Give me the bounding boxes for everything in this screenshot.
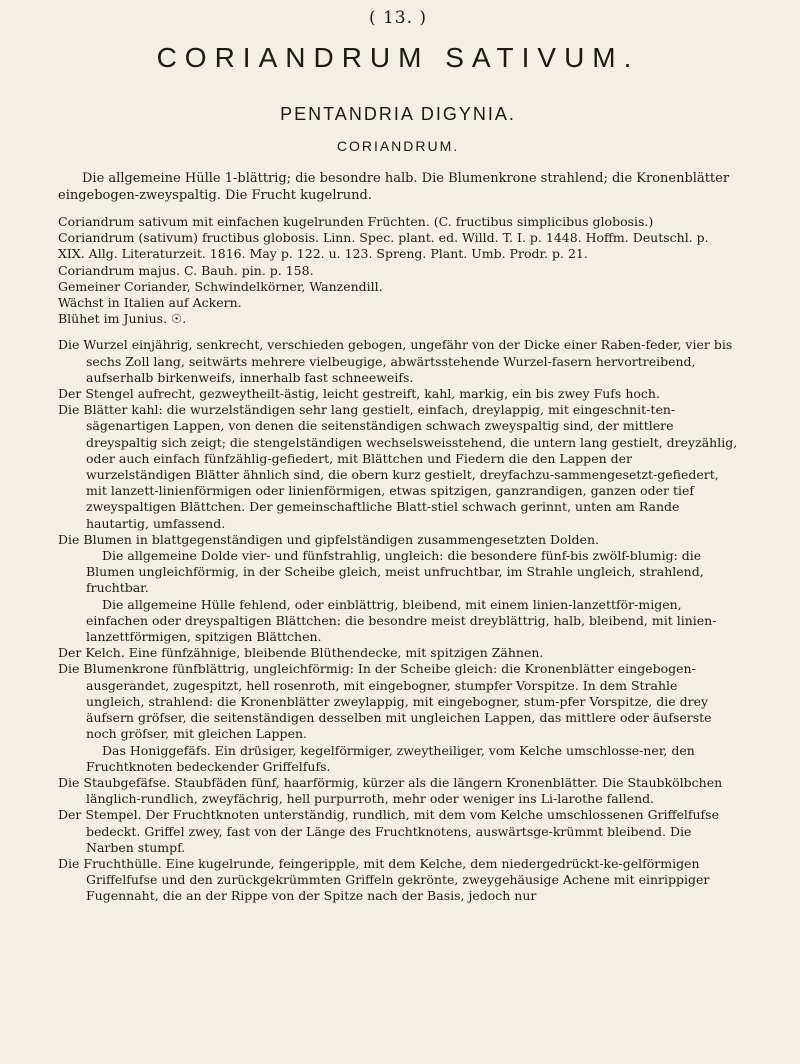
description-paragraph: Das Honiggefäfs. Ein drüsiger, kegelförmiger, zweytheiliger, vom Kelche umschlosse-ner, den Fruchtknoten bedeckender Griffelfufs. [86,742,695,774]
species-title: CORIANDRUM SATIVUM. [156,42,640,73]
description-paragraph: Die Staubgefäfse. Staubfäden fünf, haarförmig, kürzer als die längern Kronenblätter. Die Staubkölbchen länglich-rundlich, zweyfächrig, hell purpurroth, mehr oder weniger ins Li-larothe fallend. [58,774,723,807]
description-paragraph: Die allgemeine Hülle fehlend, oder einblättrig, bleibend, mit einem linien-lanzettför-migen, einfachen oder dreyspaltigen Blättchen: die besondre meist dreyblättrig, halb, bleibend, mit linien-lanzettförmigen, spitzigen Blättchen. [86,596,717,645]
description-paragraph: Die Fruchthülle. Eine kugelrunde, feingeripple, mit dem Kelche, dem niedergedrückt-ke-gelförmigen Griffelfufse und den zurückgekrümmten Griffeln gekrönte, zweygehäusige Achene mit einrippiger Fugennaht, die an der Rippe von der Spitze nach der Basis, jedoch nur [58,855,710,904]
synonymy-line: Coriandrum (sativum) fructibus globosis. Linn. Spec. plant. ed. Willd. T. I. p. 1448. Hoffm. Deutschl. p. XIX. Allg. Literaturzeit. 1816. May p. 122. u. 123. Spreng. Plant. Umb. Prodr. p. 21. [58,230,709,262]
description-paragraph: Der Stempel. Der Fruchtknoten unterständig, rundlich, mit dem vom Kelche umschlossenen Griffelfufse bedeckt. Griffel zwey, fast von der Länge des Fruchtknotens, auswärtsge-krümmt bleibend. Die Narben stumpf. [58,807,719,855]
description-paragraph: Die Blätter kahl: die wurzelständigen sehr lang gestielt, einfach, dreylappig, mit eingeschnit-ten-sägenartigen Lappen, von denen die seitenständigen schwach zweyspaltig sind, der mittlere dreyspaltig sich zeigt; die stengelständigen wechselsweisstehend, die untern lang gestielt, dreyzählig, oder auch einfach fünfzählig-gefiedert, mit Blättchen und Fiedern die den Lappen der wurzelständigen Blätter ähnlich sind, die obern kurz gestielt, dreyfachzu-sammengesetzt-gefiedert, mit lanzett-linienförmigen oder linienförmigen, etwas spitzigen, ganzrandigen, ganzen oder tief zweyspaltigen Blättchen. Der gemeinschaftliche Blatt-stiel schwach gerinnt, unten am Rande hautartig, umfassend. [58,402,738,531]
synonymy-line: Gemeiner Coriander, Schwindelkörner, Wanzendill. [58,278,383,294]
synonymy-line: Blühet im Junius. ☉. [58,311,187,327]
page-number: ( 13. ) [368,8,428,28]
generic-character: Die allgemeine Hülle 1-blättrig; die besondre halb. Die Blumenkrone strahlend; die Kronenblätter eingebogen-zweyspaltig. Die Frucht kugelrund. [58,171,730,203]
description-paragraph: Die allgemeine Dolde vier- und fünfstrahlig, ungleich: die besondere fünf-bis zwölf-blumig: die Blumen ungleichförmig, in der Scheibe gleich, meist unfruchtbar, im Strahle ungleich, strahlend, fruchtbar. [86,548,704,596]
synonymy-line: Coriandrum sativum mit einfachen kugelrunden Früchten. (C. fructibus simplicibus globosis.) [58,214,654,229]
synonymy-line: Coriandrum majus. C. Bauh. pin. p. 158. [58,262,314,278]
description-paragraph: Der Stengel aufrecht, gezweytheilt-ästig, leicht gestreift, kahl, markig, ein bis zwey Fufs hoch. [58,386,660,402]
synonymy-line: Wächst in Italien auf Ackern. [58,295,242,311]
description-block [58,337,738,904]
linnaean-class-heading: PENTANDRIA DIGYNIA. [280,104,516,124]
genus-heading: CORIANDRUM. [336,138,460,154]
description-paragraph: Der Kelch. Eine fünfzähnige, bleibende Blüthendecke, mit spitzigen Zähnen. [58,645,544,661]
synonymy-block [58,214,738,327]
description-paragraph: Die Blumen in blattgegenständigen und gipfelständigen zusammengesetzten Dolden. [58,531,599,547]
description-paragraph: Die Blumenkrone fünfblättrig, ungleichförmig: In der Scheibe gleich: die Kronenblätter eingebogen-ausgerandet, zugespitzt, hell rosenroth, mit eingebogner, stumpfer Vorspitze. In dem Strahle ungleich, strahlend: die Kronenblätter zweylappig, mit eingebogner, stum-pfer Vorspitze, die drey äufsern gröfser, die seitenständigen desselben mit ungleichen Lappen, das mittlere oder äufserste noch gröfser, mit gleichen Lappen. [58,661,712,742]
description-paragraph: Die Wurzel einjährig, senkrecht, verschieden gebogen, ungefähr von der Dicke einer Raben-feder, vier bis sechs Zoll lang, seitwärts mehrere vielbeugige, abwärtsstehende Wurzel-fasern hervortreibend, aufserhalb birkenweifs, innerhalb fast schneeweifs. [58,337,733,385]
